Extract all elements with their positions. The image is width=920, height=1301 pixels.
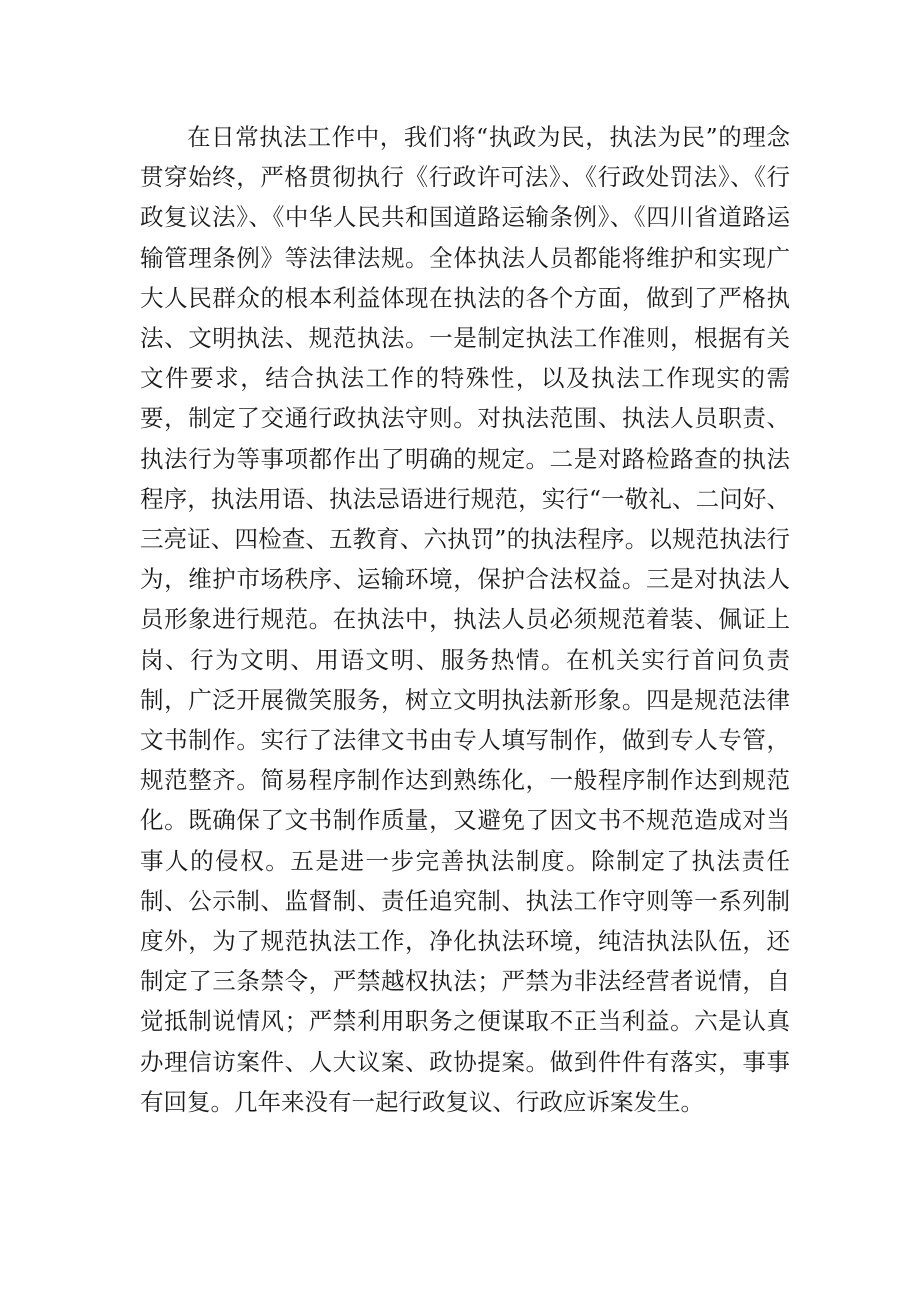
body-paragraph: 在日常执法工作中，我们将“执政为民，执法为民”的理念贯穿始终，严格贯彻执行《行政许可法》、《行政处罚法》、《行政复议法》、《中华人民共和国道路运输条例》、《四川省道路运输管理条例》等法律法规。全体执法人员都能将维护和实现广大人民群众的根本利益体现在执法的各个方面，做到了严格执法、文明执法、规范执法。一是制定执法工作准则，根据有关文件要求，结合执法工作的特殊性，以及执法工作现实的需要，制定了交通行政执法守则。对执法范围、执法人员职责、执法行为等事项都作出了明确的规定。二是对路检路查的执法程序，执法用语、执法忌语进行规范，实行“一敬礼、二问好、三亮证、四检查、五教育、六执罚”的执法程序。以规范执法行为，维护市场秩序、运输环境，保护合法权益。三是对执法人员形象进行规范。在执法中，执法人员必须规范着装、佩证上岗、行为文明、用语文明、服务热情。在机关实行首问负责制，广泛开展微笑服务，树立文明执法新形象。四是规范法律文书制作。实行了法律文书由专人填写制作，做到专人专管，规范整齐。简易程序制作达到熟练化，一般程序制作达到规范化。既确保了文书制作质量，又避免了因文书不规范造成对当事人的侵权。五是进一步完善执法制度。除制定了执法责任制、公示制、监督制、责任追究制、执法工作守则等一系列制度外，为了规范执法工作，净化执法环境，纯洁执法队伍，还制定了三条禁令，严禁越权执法；严禁为非法经营者说情，自觉抵制说情风；严禁利用职务之便谋取不正当利益。六是认真办理信访案件、人大议案、政协提案。做到件件有落实，事事有回复。几年来没有一起行政复议、行政应诉案发生。 bbox=[140, 123, 790, 1116]
